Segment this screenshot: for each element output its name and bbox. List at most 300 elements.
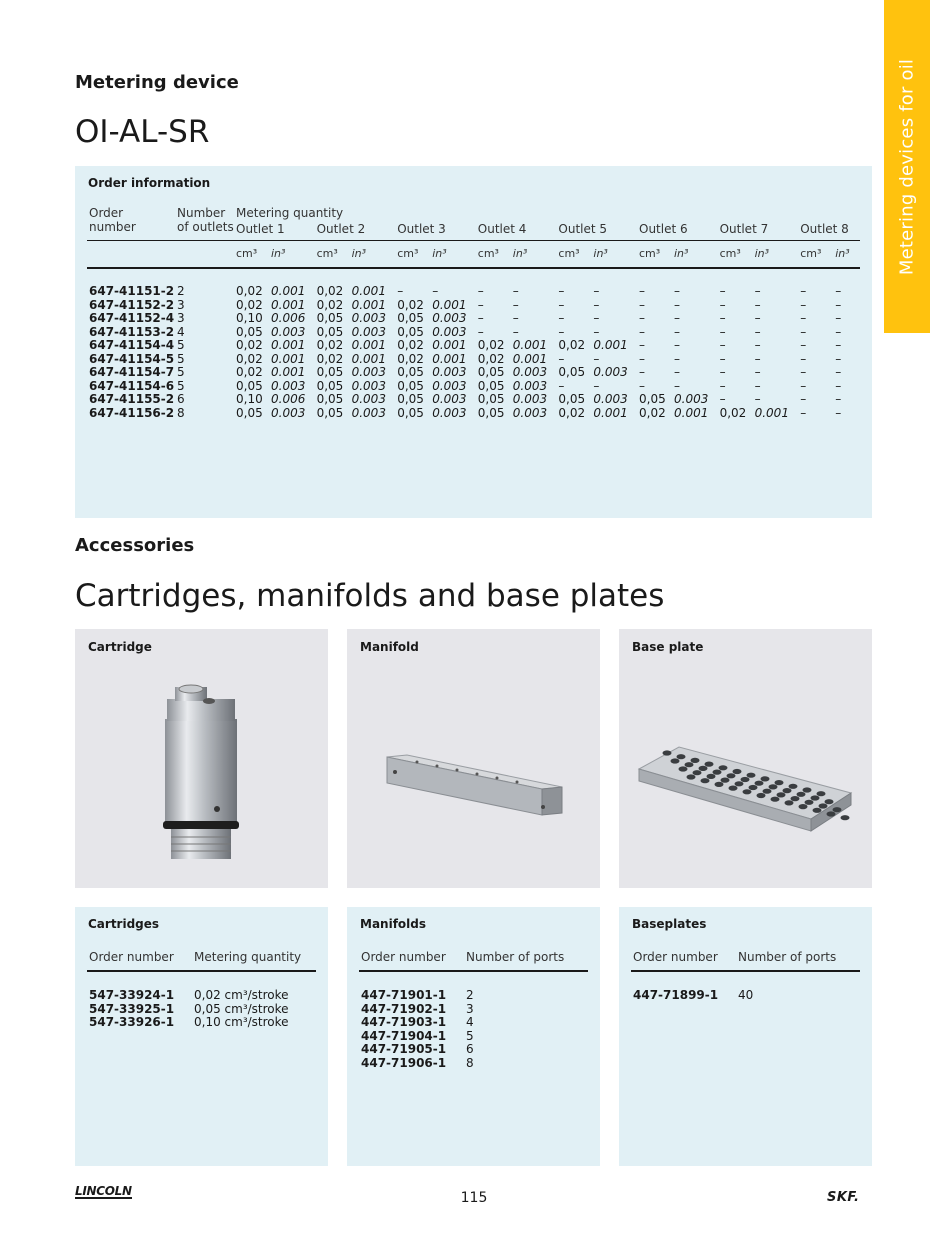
value-in: 0.003 <box>593 365 628 379</box>
value-cm: – <box>558 297 565 312</box>
value-in: – <box>835 324 842 339</box>
value-in: 0.001 <box>351 297 386 312</box>
unit-cm-outlet-3: cm³ <box>397 247 419 260</box>
value-cm: – <box>639 378 645 393</box>
value-in: – <box>593 297 600 312</box>
order-number: 647-41153-2 <box>89 324 175 339</box>
manifold-panel-title: Manifold <box>360 640 419 654</box>
value-in: 0.003 <box>271 324 306 339</box>
base-plate-hole <box>789 784 798 789</box>
value-in: 0.003 <box>593 392 628 406</box>
header-outlet-1: Outlet 1 <box>236 222 285 236</box>
value-in: – <box>593 284 600 298</box>
value-in: – <box>593 311 600 325</box>
base-plate-hole <box>841 815 850 820</box>
order-number: 447-71901-1 <box>361 988 447 1002</box>
value-in: – <box>674 324 680 339</box>
value-cm: 0,02 <box>558 405 586 420</box>
table-row <box>75 299 872 313</box>
value-cm: 0,05 <box>477 365 505 379</box>
value-cm: 0,02 <box>236 365 263 379</box>
value-cm: 0,02 <box>397 297 424 312</box>
base-plate-hole <box>769 784 778 789</box>
page-number: 115 <box>460 1190 488 1206</box>
outlets-count: 5 <box>177 365 185 379</box>
base-plate-hole <box>771 797 780 802</box>
baseplates-list-title: Baseplates <box>632 917 707 931</box>
value-cm: – <box>477 311 484 325</box>
header-outlet-2: Outlet 2 <box>316 222 366 236</box>
value-cm: 0,02 <box>719 405 747 420</box>
base-plate-hole <box>743 789 752 794</box>
base-plate-hole <box>741 777 750 782</box>
value-cm: – <box>639 297 645 312</box>
base-plate-hole <box>663 750 672 755</box>
outlets-count: 3 <box>177 311 185 325</box>
order-number: 647-41152-2 <box>89 297 175 312</box>
base-plate-hole <box>679 766 688 771</box>
header-outlet-5: Outlet 5 <box>558 222 608 236</box>
value-in: – <box>835 405 842 420</box>
order-number: 547-33926-1 <box>89 1015 175 1029</box>
list-item <box>347 1030 600 1044</box>
value-cm: – <box>800 297 807 312</box>
base-plate-panel-title: Base plate <box>632 640 704 654</box>
value-in: – <box>754 297 761 312</box>
base-plate-hole <box>813 808 822 813</box>
value-cm: 0,05 <box>477 405 505 420</box>
value-in: – <box>674 284 680 298</box>
base-plate-hole <box>705 762 714 767</box>
header-outlet-3: Outlet 3 <box>397 222 446 236</box>
header-outlet-8: Outlet 8 <box>800 222 849 236</box>
value-cm: 0,02 <box>236 284 263 298</box>
base-plate-hole <box>685 762 694 767</box>
order-number: 447-71903-1 <box>361 1015 447 1029</box>
value-cm: – <box>639 284 645 298</box>
order-number: 447-71904-1 <box>361 1028 447 1043</box>
value-cm: 0,05 <box>316 365 344 379</box>
unit-in-outlet-8: in³ <box>835 247 850 260</box>
value-cm: 0,05 <box>397 405 424 420</box>
cartridges-col-metering-quantity: Metering quantity <box>194 950 302 964</box>
value-in: – <box>754 378 761 393</box>
base-plate-hole <box>819 803 828 808</box>
value-cm: – <box>800 378 807 393</box>
base-plate-hole <box>797 792 806 797</box>
baseplates-rule <box>631 970 860 972</box>
value-in: 0.003 <box>432 405 467 420</box>
value-in: – <box>512 297 519 312</box>
value-in: – <box>674 338 680 352</box>
unit-cm-outlet-6: cm³ <box>639 247 661 260</box>
baseplates-list <box>619 907 872 1166</box>
base-plate-hole <box>761 776 770 781</box>
value-cm: – <box>639 338 645 352</box>
value-cm: – <box>477 324 484 339</box>
value-cm: – <box>800 284 807 298</box>
unit-cm-outlet-8: cm³ <box>800 247 822 260</box>
value-in: – <box>512 324 519 339</box>
value-in: 0.003 <box>351 311 386 325</box>
value-in: – <box>593 378 600 393</box>
value-cm: – <box>719 351 726 366</box>
value-cm: – <box>719 297 726 312</box>
list-value: 0,02 cm³/stroke <box>194 988 289 1002</box>
order-number: 647-41151-2 <box>89 284 175 298</box>
base-plate-hole <box>799 804 808 809</box>
value-cm: – <box>639 324 645 339</box>
order-number: 647-41152-4 <box>89 311 175 325</box>
value-in: 0.003 <box>512 378 548 393</box>
skf-logo: SKF. <box>827 1190 860 1205</box>
value-cm: – <box>800 311 807 325</box>
value-cm: 0,05 <box>316 324 344 339</box>
value-cm: 0,05 <box>236 324 263 339</box>
value-cm: – <box>558 378 565 393</box>
value-in: 0.003 <box>512 365 548 379</box>
base-plate-hole <box>811 795 820 800</box>
value-cm: 0,02 <box>477 338 505 352</box>
base-plate-hole <box>833 807 842 812</box>
value-in: 0.001 <box>432 338 467 352</box>
value-cm: – <box>719 284 726 298</box>
outlets-count: 8 <box>177 405 185 420</box>
unit-cm-outlet-4: cm³ <box>477 247 499 260</box>
base-plate-hole <box>735 781 744 786</box>
outlets-count: 2 <box>177 284 185 298</box>
outlets-count: 5 <box>177 338 185 352</box>
value-cm: 0,05 <box>397 392 424 406</box>
value-in: 0.003 <box>271 378 306 393</box>
value-cm: – <box>719 311 726 325</box>
base-plate-hole <box>827 811 836 816</box>
order-number: 447-71899-1 <box>633 988 719 1002</box>
list-item <box>347 1003 600 1017</box>
value-cm: – <box>800 405 807 420</box>
value-in: – <box>754 324 761 339</box>
header-rule-bottom <box>87 267 860 269</box>
header-outlet-6: Outlet 6 <box>639 222 688 236</box>
order-number: 447-71906-1 <box>361 1055 447 1070</box>
value-in: 0.003 <box>351 392 386 406</box>
list-value: 8 <box>466 1055 474 1070</box>
value-in: 0.001 <box>593 405 628 420</box>
order-number: 647-41154-5 <box>89 351 175 366</box>
base-plate-hole <box>727 773 736 778</box>
value-in: 0.003 <box>432 311 467 325</box>
value-in: 0.003 <box>351 365 386 379</box>
base-plate-hole <box>699 766 708 771</box>
value-in: 0.003 <box>432 392 467 406</box>
value-in: 0.006 <box>271 311 306 325</box>
value-in: 0.006 <box>271 392 306 406</box>
value-cm: – <box>639 365 645 379</box>
unit-in-outlet-3: in³ <box>432 247 447 260</box>
base-plate-hole <box>707 774 716 779</box>
value-cm: 0,05 <box>316 405 344 420</box>
value-cm: – <box>719 324 726 339</box>
base-plate-hole <box>701 778 710 783</box>
value-cm: – <box>800 351 807 366</box>
value-in: 0.001 <box>271 338 306 352</box>
value-cm: 0,02 <box>558 338 586 352</box>
base-plate-hole <box>677 754 686 759</box>
value-in: 0.001 <box>351 351 386 366</box>
value-in: 0.003 <box>351 405 386 420</box>
value-cm: 0,05 <box>477 392 505 406</box>
value-cm: – <box>558 311 565 325</box>
value-cm: – <box>639 351 645 366</box>
list-value: 5 <box>466 1028 474 1043</box>
value-cm: 0,05 <box>397 378 424 393</box>
value-in: – <box>512 311 519 325</box>
value-in: 0.003 <box>432 324 467 339</box>
outlets-count: 4 <box>177 324 185 339</box>
value-cm: – <box>639 311 645 325</box>
value-in: – <box>674 297 680 312</box>
value-cm: – <box>558 324 565 339</box>
cartridge-panel-title: Cartridge <box>88 640 152 654</box>
value-in: 0.003 <box>432 378 467 393</box>
outlets-count: 6 <box>177 392 185 406</box>
value-in: 0.001 <box>351 284 386 298</box>
base-plate-hole <box>671 758 680 763</box>
base-plate-hole <box>729 786 738 791</box>
value-in: 0.003 <box>351 378 386 393</box>
value-cm: – <box>719 378 726 393</box>
manifold-panel <box>347 629 600 888</box>
header-order-number: Order number <box>89 206 136 234</box>
list-item <box>75 1016 328 1030</box>
list-value: 3 <box>466 1001 474 1016</box>
base-plate-hole <box>713 770 722 775</box>
value-in: 0.001 <box>271 284 306 298</box>
unit-cm-outlet-5: cm³ <box>558 247 580 260</box>
outlets-count: 3 <box>177 297 185 312</box>
cartridges-col-order-number: Order number <box>89 950 174 964</box>
value-cm: 0,05 <box>639 392 666 406</box>
value-in: 0.003 <box>512 405 548 420</box>
manifolds-list-title: Manifolds <box>360 917 427 931</box>
value-in: – <box>835 311 842 325</box>
value-in: 0.001 <box>351 338 386 352</box>
value-in: – <box>835 365 842 379</box>
value-cm: – <box>397 284 404 298</box>
list-item <box>619 989 872 1003</box>
value-cm: 0,02 <box>316 297 344 312</box>
base-plate-hole <box>775 780 784 785</box>
product-title: OI-AL-SR <box>75 114 210 150</box>
value-in: 0.001 <box>593 338 628 352</box>
value-in: – <box>754 351 761 366</box>
list-value: 4 <box>466 1015 474 1029</box>
value-cm: 0,05 <box>316 311 344 325</box>
base-plate-hole <box>777 792 786 797</box>
value-in: 0.003 <box>512 392 548 406</box>
table-row <box>75 366 872 380</box>
list-item <box>347 989 600 1003</box>
cartridges-list <box>75 907 328 1166</box>
value-cm: 0,05 <box>236 378 263 393</box>
value-in: – <box>835 351 842 366</box>
table-row <box>75 339 872 353</box>
base-plate-hole <box>693 770 702 775</box>
value-cm: 0,05 <box>316 378 344 393</box>
list-value: 40 <box>738 988 754 1002</box>
base-plate-hole <box>803 787 812 792</box>
side-tab-label: Metering devices for oil <box>896 58 918 275</box>
value-cm: 0,02 <box>236 297 263 312</box>
lincoln-logo: LINCOLN <box>75 1184 132 1198</box>
base-plate-hole <box>791 796 800 801</box>
accessories-title: Cartridges, manifolds and base plates <box>75 578 665 614</box>
value-in: 0.001 <box>271 297 306 312</box>
order-number: 647-41154-7 <box>89 365 175 379</box>
base-plate-hole <box>719 765 728 770</box>
value-in: 0.001 <box>271 365 306 379</box>
list-value: 6 <box>466 1042 474 1056</box>
cartridge-illustration <box>75 629 328 888</box>
value-cm: 0,05 <box>236 405 263 420</box>
value-in: – <box>512 284 519 298</box>
base-plate-hole <box>755 781 764 786</box>
value-in: 0.003 <box>271 405 306 420</box>
base-plate-hole <box>747 773 756 778</box>
base-plate-hole <box>763 789 772 794</box>
outlets-count: 5 <box>177 351 185 366</box>
base-plate-hole <box>691 758 700 763</box>
list-value: 0,05 cm³/stroke <box>194 1001 289 1016</box>
value-cm: 0,02 <box>316 351 344 366</box>
value-cm: – <box>558 351 565 366</box>
value-cm: 0,02 <box>236 351 263 366</box>
value-in: 0.001 <box>432 297 467 312</box>
base-plate-hole <box>783 788 792 793</box>
order-number: 547-33924-1 <box>89 988 175 1002</box>
unit-cm-outlet-2: cm³ <box>316 247 338 260</box>
outlets-count: 5 <box>177 378 185 393</box>
manifolds-col-number-of-ports: Number of ports <box>466 950 565 964</box>
value-cm: – <box>558 284 565 298</box>
value-cm: 0,05 <box>316 392 344 406</box>
value-cm: – <box>719 365 726 379</box>
value-cm: – <box>800 324 807 339</box>
cartridge-panel <box>75 629 328 888</box>
list-value: 0,10 cm³/stroke <box>194 1015 289 1029</box>
baseplates-col-number-of-ports: Number of ports <box>738 950 837 964</box>
side-tab <box>884 0 930 333</box>
value-cm: 0,10 <box>236 392 263 406</box>
manifold-illustration <box>347 629 600 888</box>
value-cm: – <box>477 284 484 298</box>
table-row <box>75 393 872 407</box>
value-cm: 0,02 <box>397 351 424 366</box>
value-in: 0.001 <box>754 405 789 420</box>
table-row <box>75 380 872 394</box>
value-in: – <box>754 311 761 325</box>
order-information-box <box>75 166 872 518</box>
value-cm: – <box>800 365 807 379</box>
list-value: 2 <box>466 988 474 1002</box>
value-cm: 0,02 <box>316 338 344 352</box>
list-item <box>75 1003 328 1017</box>
value-in: – <box>754 338 761 352</box>
value-in: – <box>674 351 680 366</box>
base-plate-hole <box>749 785 758 790</box>
base-plate-hole <box>825 799 834 804</box>
value-in: 0.003 <box>674 392 709 406</box>
value-in: – <box>835 338 842 352</box>
base-plate-hole <box>715 782 724 787</box>
value-in: 0.001 <box>512 351 548 366</box>
base-plate-illustration <box>619 629 872 888</box>
value-cm: – <box>800 338 807 352</box>
base-plate-hole <box>721 778 730 783</box>
value-in: 0.001 <box>674 405 709 420</box>
value-in: – <box>593 351 600 366</box>
value-cm: – <box>800 392 807 406</box>
value-in: – <box>674 311 680 325</box>
value-cm: 0,05 <box>397 365 424 379</box>
unit-in-outlet-1: in³ <box>271 247 286 260</box>
table-row <box>75 326 872 340</box>
unit-in-outlet-5: in³ <box>593 247 608 260</box>
value-cm: 0,02 <box>397 338 424 352</box>
header-number-of-outlets: Number of outlets <box>177 206 234 234</box>
value-in: – <box>754 284 761 298</box>
value-cm: 0,10 <box>236 311 263 325</box>
header-rule <box>87 240 860 241</box>
header-outlet-7: Outlet 7 <box>719 222 769 236</box>
unit-in-outlet-6: in³ <box>674 247 689 260</box>
value-in: – <box>835 392 842 406</box>
order-number: 647-41154-4 <box>89 338 175 352</box>
header-outlet-4: Outlet 4 <box>477 222 527 236</box>
unit-in-outlet-4: in³ <box>512 247 528 260</box>
unit-cm-outlet-7: cm³ <box>719 247 741 260</box>
list-item <box>75 989 328 1003</box>
order-number: 447-71902-1 <box>361 1001 447 1016</box>
value-cm: 0,05 <box>558 365 586 379</box>
value-cm: – <box>719 392 726 406</box>
value-in: 0.003 <box>432 365 467 379</box>
value-cm: 0,05 <box>477 378 505 393</box>
value-in: 0.001 <box>271 351 306 366</box>
value-cm: 0,02 <box>316 284 344 298</box>
manifolds-list <box>347 907 600 1166</box>
base-plate-hole <box>687 774 696 779</box>
value-in: – <box>835 284 842 298</box>
order-number: 647-41154-6 <box>89 378 175 393</box>
value-in: – <box>674 378 680 393</box>
value-cm: 0,02 <box>236 338 263 352</box>
section-subtitle-accessories: Accessories <box>75 535 195 556</box>
value-in: – <box>835 297 842 312</box>
header-metering-quantity: Metering quantity <box>236 206 344 220</box>
manifolds-rule <box>359 970 588 972</box>
cartridges-rule <box>87 970 316 972</box>
value-in: 0.001 <box>432 351 467 366</box>
baseplates-col-order-number: Order number <box>633 950 718 964</box>
order-number: 447-71905-1 <box>361 1042 447 1056</box>
value-in: – <box>754 392 761 406</box>
base-plate-panel <box>619 629 872 888</box>
order-information-title: Order information <box>88 176 211 190</box>
value-cm: 0,02 <box>477 351 505 366</box>
unit-in-outlet-2: in³ <box>351 247 367 260</box>
base-plate-hole <box>785 800 794 805</box>
